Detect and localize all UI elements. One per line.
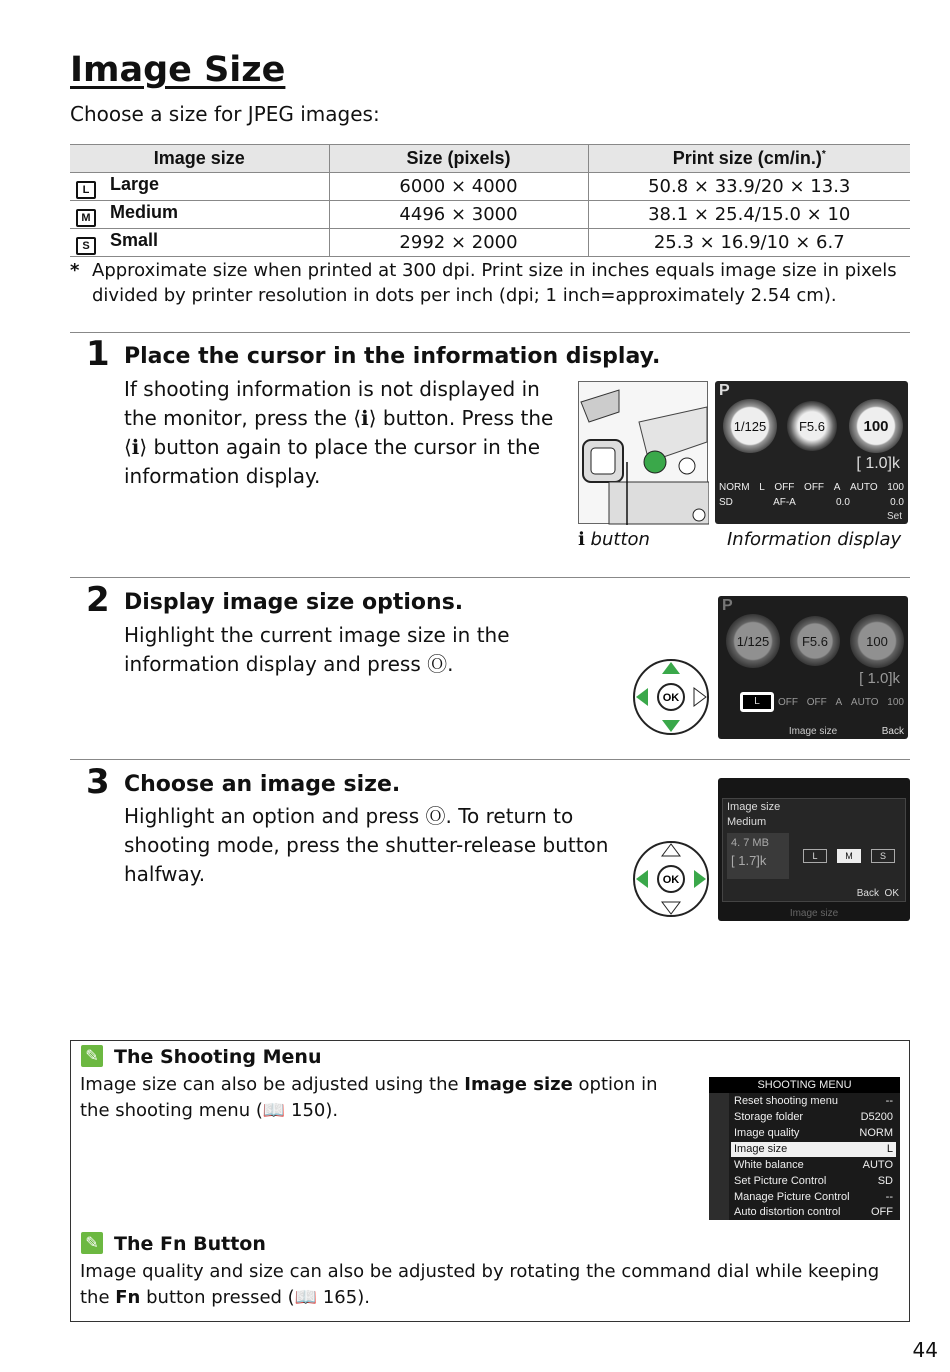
camera-illustration (578, 381, 708, 524)
menu-item-image-size[interactable]: Image size L (731, 1142, 896, 1157)
row-small-name: S Small (70, 229, 329, 257)
menu-item[interactable]: Auto distortion control OFF (734, 1206, 893, 1218)
row-small-pixels: 2992 × 2000 (329, 229, 588, 257)
row-medium-name: M Medium (70, 201, 329, 229)
step-1-body: If shooting information is not displayed in the monitor, press the ⟨ℹ⟩ button. Press the ⟨ℹ⟩ button again to place the cursor in the information display. (124, 377, 554, 488)
info-row-2: SD AF-A 0.0 0.0 (719, 497, 904, 508)
medium-size-icon: M (76, 209, 96, 227)
size-option-medium[interactable]: M (837, 849, 861, 863)
information-display-screen (715, 381, 908, 524)
header-print-size: Print size (cm/in.)* (588, 145, 910, 173)
menu-item[interactable]: Storage folder D5200 (734, 1111, 893, 1123)
options-footer: Back OK (856, 888, 899, 899)
divider (70, 759, 910, 760)
step-3-number: 3 (86, 762, 110, 802)
aperture-dial: F5.6 (790, 616, 840, 666)
menu-item[interactable]: Set Picture Control SD (734, 1175, 893, 1187)
info-row-1: NORM L OFF OFF A AUTO 100 (719, 482, 904, 493)
back-label: Back (881, 726, 904, 737)
iso-dial: 100 (849, 399, 903, 453)
image-size-label: Image size (788, 726, 838, 737)
image-size-cursor: L (740, 692, 774, 712)
options-title: Image size (727, 801, 781, 813)
row-large-pixels: 6000 × 4000 (329, 173, 588, 201)
image-size-highlight-screen (718, 596, 908, 739)
step-1-number: 1 (86, 334, 110, 374)
header-image-size: Image size (70, 145, 329, 173)
page-title: Image Size (70, 50, 286, 90)
menu-item[interactable]: Reset shooting menu -- (734, 1095, 893, 1107)
step-2-number: 2 (86, 580, 110, 620)
table-row (70, 173, 910, 201)
note-fn-button-text: Image quality and size can also be adjusted by rotating the command dial while keeping the Fn button pressed (📖 165). (80, 1261, 880, 1308)
camera-back-icon (579, 382, 709, 525)
row-large-name: L Large (70, 173, 329, 201)
svg-text:OK: OK (662, 692, 680, 704)
pencil-note-icon: ✎ (81, 1045, 103, 1067)
row-large-print: 50.8 × 33.9/20 × 13.3 (588, 173, 910, 201)
menu-item[interactable]: White balance AUTO (734, 1159, 893, 1171)
small-size-icon: S (76, 237, 96, 255)
intro-text: Choose a size for JPEG images: (70, 102, 380, 126)
set-label: Set (886, 511, 902, 522)
image-size-label: Image size (789, 908, 839, 919)
divider (70, 332, 910, 333)
shutter-dial: 1/125 (723, 399, 777, 453)
table-row (70, 201, 910, 229)
large-size-icon: L (76, 181, 96, 199)
size-option-small[interactable]: S (871, 849, 895, 863)
menu-item[interactable]: Manage Picture Control -- (734, 1191, 893, 1203)
info-button-caption: ℹ button (578, 529, 650, 550)
shots-remaining: [ 1.0]k (859, 670, 900, 687)
shots-remaining: [ 1.0]k (856, 455, 900, 472)
menu-tab-sidebar (709, 1093, 729, 1220)
size-option-large[interactable]: L (803, 849, 827, 863)
note-shooting-menu-text: Image size can also be adjusted using the Image size option in the shooting menu (📖 150). (80, 1074, 658, 1121)
mode-indicator: P (719, 382, 730, 399)
footnote-mark: * (70, 260, 80, 281)
note-fn-button-title: The Fn Button (114, 1233, 266, 1255)
svg-text:OK: OK (662, 874, 680, 886)
table-header-row (70, 145, 910, 173)
divider (70, 577, 910, 578)
row-small-print: 25.3 × 16.9/10 × 6.7 (588, 229, 910, 257)
options-panel (722, 798, 906, 902)
file-info-box (727, 833, 789, 879)
note-shooting-menu-title: The Shooting Menu (114, 1046, 322, 1068)
page-number: 44 (912, 1338, 938, 1362)
aperture-dial: F5.6 (787, 401, 837, 451)
step-2-body: Highlight the current image size in the information display and press Ⓞ. (124, 623, 510, 676)
footnote (70, 258, 910, 308)
shooting-menu-header: SHOOTING MENU (709, 1077, 900, 1093)
shutter-dial: 1/125 (726, 614, 780, 668)
pencil-note-icon: ✎ (81, 1232, 103, 1254)
row-medium-pixels: 4496 × 3000 (329, 201, 588, 229)
menu-item[interactable]: Image quality NORM (734, 1127, 893, 1139)
table-row (70, 229, 910, 257)
image-size-options-screen (718, 778, 910, 921)
shooting-menu-screen (709, 1077, 900, 1220)
shots-remaining: [ 1.7]k (731, 853, 767, 868)
mode-indicator: P (722, 597, 733, 614)
multi-selector-icon (632, 658, 710, 736)
info-row-1: OFF OFF A AUTO 100 (778, 697, 904, 708)
image-size-table (70, 144, 910, 257)
footnote-text: Approximate size when printed at 300 dpi. Print size in inches equals image size in pixels divided by printer resolution in dots per inch (dpi; 1 inch=approximately 2.54 cm). (92, 260, 897, 306)
options-current-value: Medium (727, 816, 767, 828)
iso-dial: 100 (850, 614, 904, 668)
step-1-title: Place the cursor in the information display. (124, 344, 661, 369)
multi-selector-icon (632, 840, 710, 918)
info-display-caption: Information display (727, 529, 902, 550)
row-medium-print: 38.1 × 25.4/15.0 × 10 (588, 201, 910, 229)
step-3-title: Choose an image size. (124, 772, 401, 797)
header-size-pixels: Size (pixels) (329, 145, 588, 173)
step-2-title: Display image size options. (124, 590, 464, 615)
step-3-body: Highlight an option and press Ⓞ. To return to shooting mode, press the shutter-release button halfway. (124, 804, 609, 886)
file-size: 4. 7 MB (731, 837, 769, 849)
